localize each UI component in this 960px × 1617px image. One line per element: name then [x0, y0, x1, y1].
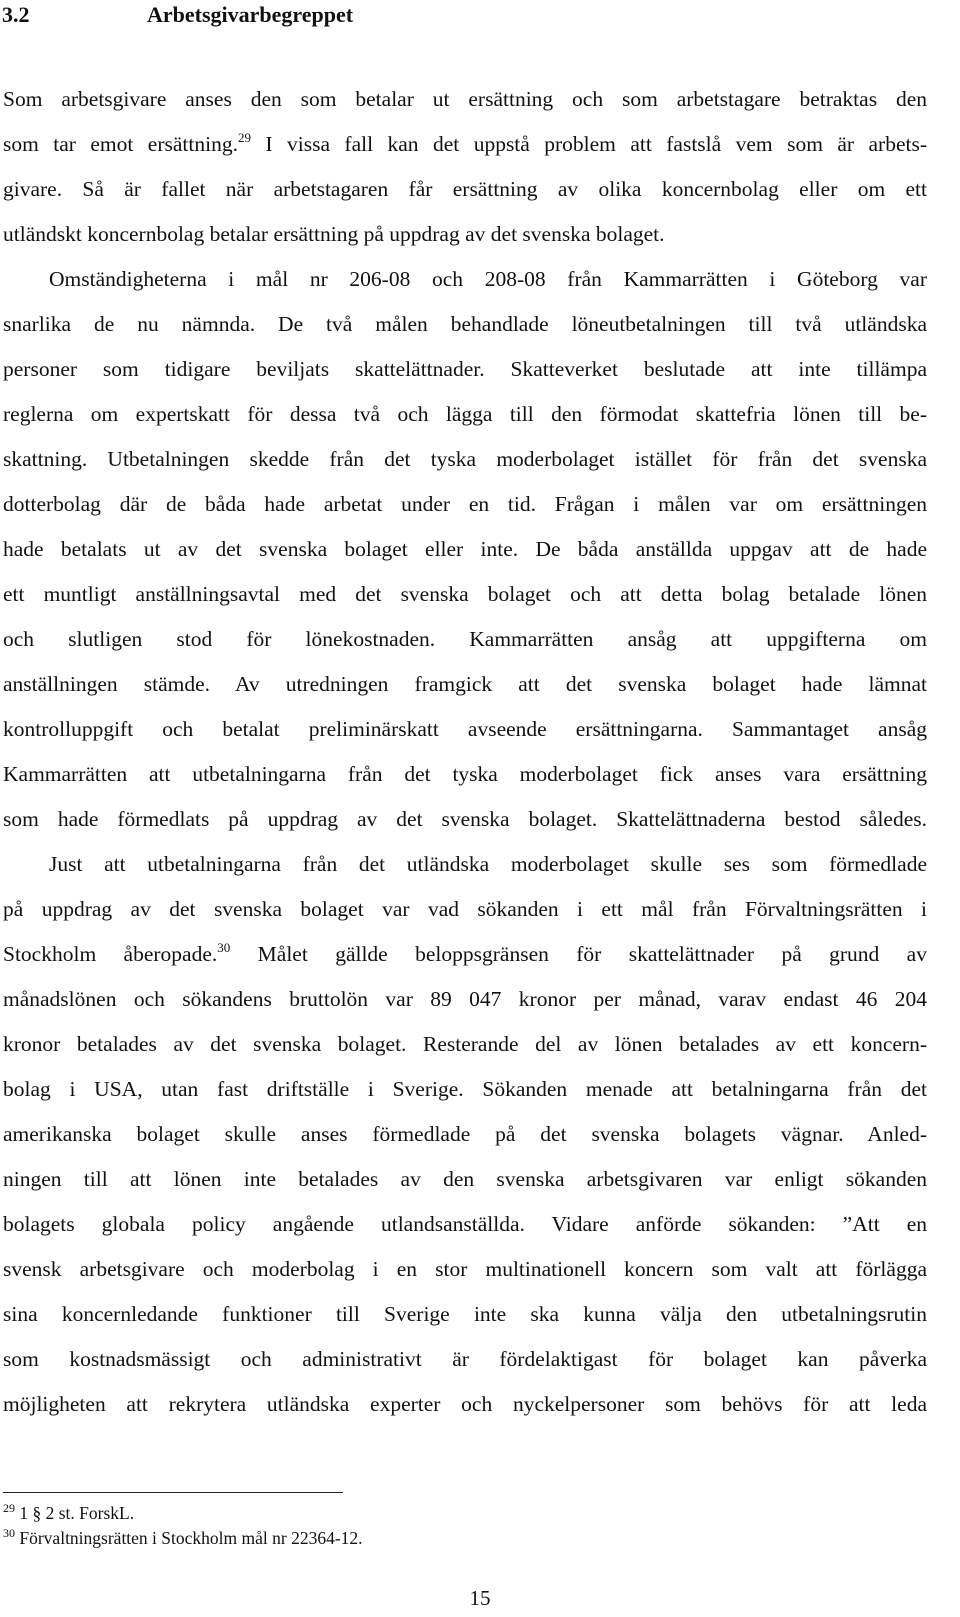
text-line: som kostnadsmässigt och administrativt är fördelaktigast för bolaget kan påverka [3, 1347, 927, 1371]
section-title: Arbetsgivarbegreppet [147, 2, 354, 27]
text-line: som hade förmedlats på uppdrag av det svenska bolaget. Skattelättnaderna bestod således. [3, 807, 927, 831]
page-number: 15 [469, 1586, 491, 1610]
text-line: och slutligen stod för lönekostnaden. Kammarrätten ansåg att uppgifterna om [3, 627, 927, 651]
text-line: Just att utbetalningarna från det utländska moderbolaget skulle ses som förmedlade [49, 852, 927, 876]
footnote-number: 30 [3, 1526, 15, 1540]
text-line: Som arbetsgivare anses den som betalar ut ersättning och som arbetstagare betraktas den [3, 87, 927, 111]
section-number: 3.2 [2, 2, 30, 27]
footnote-ref-29: 29 [237, 130, 251, 145]
text-line: bolag i USA, utan fast driftställe i Sverige. Sökanden menade att betalningarna från det [3, 1077, 927, 1101]
text-line: på uppdrag av det svenska bolaget var vad sökanden i ett mål från Förvaltningsrätten i [3, 897, 927, 921]
text-line: bolagets globala policy angående utlandsanställda. Vidare anförde sökanden: ”Att en [3, 1212, 927, 1236]
text-line: Omständigheterna i mål nr 206-08 och 208-08 från Kammarrätten i Göteborg var [49, 267, 927, 291]
text-line: Kammarrätten att utbetalningarna från det tyska moderbolaget fick anses vara ersättning [3, 762, 927, 786]
text-line: dotterbolag där de båda hade arbetat under en tid. Frågan i målen var om ersättningen [3, 492, 927, 516]
text-line: ningen till att lönen inte betalades av den svenska arbetsgivaren var enligt sökanden [3, 1167, 927, 1191]
text-line: utländskt koncernbolag betalar ersättning på uppdrag av det svenska bolaget. [3, 222, 665, 246]
text-line: möjligheten att rekrytera utländska experter och nyckelpersoner som behövs för att leda [3, 1392, 927, 1416]
footnote [3, 1501, 134, 1525]
text-line: svensk arbetsgivare och moderbolag i en stor multinationell koncern som valt att förlägga [3, 1257, 927, 1281]
text-line: sina koncernledande funktioner till Sverige inte ska kunna välja den utbetalningsrutin [3, 1302, 927, 1326]
text-line: anställningen stämde. Av utredningen framgick att det svenska bolaget hade lämnat [3, 672, 927, 696]
text-line: kronor betalades av det svenska bolaget. Resterande del av lönen betalades av ett koncern- [3, 1032, 927, 1056]
footnote-text: 1 § 2 st. ForskL. [19, 1503, 135, 1523]
text-line: ett muntligt anställningsavtal med det svenska bolaget och att detta bolag betalade lönen [3, 582, 927, 606]
text-line: hade betalats ut av det svenska bolaget eller inte. De båda anställda uppgav att de hade [3, 537, 927, 561]
text-line: personer som tidigare beviljats skattelättnader. Skatteverket beslutade att inte tillämpa [3, 357, 927, 381]
footnote-ref-30: 30 [217, 940, 231, 955]
text-line: amerikanska bolaget skulle anses förmedlade på det svenska bolagets vägnar. Anled- [3, 1122, 927, 1146]
text-line: snarlika de nu nämnda. De två målen behandlade löneutbetalningen till två utländska [3, 312, 927, 336]
footnote-separator [3, 1492, 343, 1493]
footnote [3, 1526, 363, 1550]
text-line: Stockholm åberopade.$^{30}$ Målet gällde beloppsgränsen för skattelättnader på grund av [3, 940, 927, 966]
text-line: som tar emot ersättning.$^{29}$ I vissa fall kan det uppstå problem att fastslå vem som är arbets- [3, 130, 927, 156]
footnote-number: 29 [3, 1501, 15, 1515]
text-line: skattning. Utbetalningen skedde från det tyska moderbolaget istället för från det svenska [3, 447, 927, 471]
text-line: reglerna om expertskatt för dessa två och lägga till den förmodat skattefria lönen till be- [3, 402, 927, 426]
text-line: kontrolluppgift och betalat preliminärskatt avseende ersättningarna. Sammantaget ansåg [3, 717, 927, 741]
footnote-text: Förvaltningsrätten i Stockholm mål nr 22364-12. [19, 1528, 363, 1548]
text-line: givare. Så är fallet när arbetstagaren får ersättning av olika koncernbolag eller om ett [3, 177, 927, 201]
text-line: månadslönen och sökandens bruttolön var 89 047 kronor per månad, varav endast 46 204 [3, 987, 927, 1011]
